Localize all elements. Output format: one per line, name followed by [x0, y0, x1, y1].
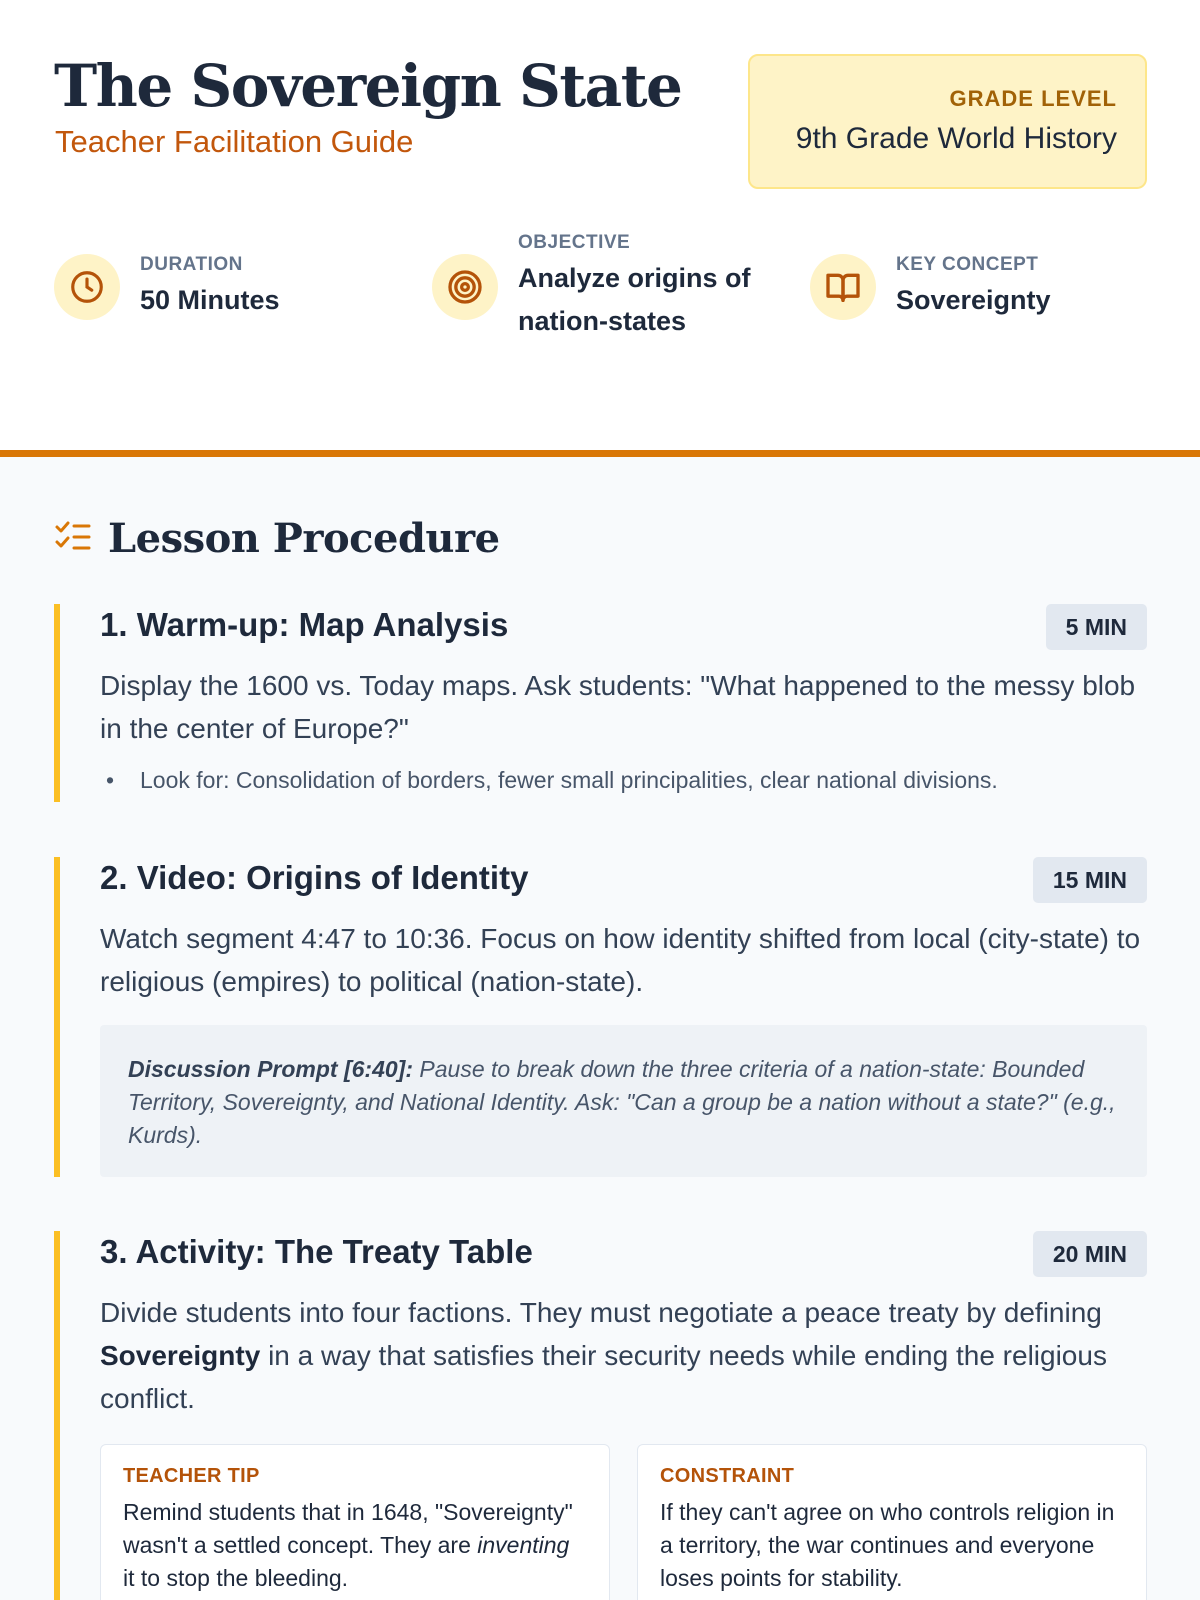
teacher-tip-card [100, 1444, 610, 1600]
constraint-text: If they can't agree on who controls religion in a territory, the war continues and everyone loses points for stability. [660, 1499, 1115, 1591]
target-icon [432, 254, 498, 320]
discussion-prompt-text: Pause to break down the three criteria of a nation-state: Bounded Territory, Sovereignty, and National Identity. Ask: "Can a group be a nation without a state?" (e.g., Kurds). [128, 1056, 1116, 1148]
grade-level-value: 9th Grade World History [795, 122, 1117, 155]
step-description: Display the 1600 vs. Today maps. Ask students: "What happened to the messy blob in the center of Europe?" [100, 670, 1136, 744]
grade-level-label: GRADE LEVEL [949, 86, 1117, 111]
objective-label: OBJECTIVE [518, 232, 631, 253]
page-subtitle: Teacher Facilitation Guide [55, 124, 414, 159]
lesson-procedure-section [0, 457, 1200, 1600]
description-text: Divide students into four factions. They must negotiate a peace treaty by defining [100, 1297, 1102, 1328]
constraint-card [637, 1444, 1147, 1600]
step-1 [54, 604, 1147, 802]
key-concept-label: KEY CONCEPT [896, 254, 1039, 275]
discussion-prompt [100, 1025, 1147, 1177]
header-divider [0, 450, 1200, 457]
book-icon [810, 254, 876, 320]
objective-value: Analyze origins of nation-states [518, 263, 751, 336]
description-keyword: Sovereignty [100, 1340, 261, 1371]
checklist-icon [54, 520, 92, 554]
header [0, 0, 1200, 450]
section-title: Lesson Procedure [108, 515, 500, 562]
step-title: 2. Video: Origins of Identity [100, 859, 529, 896]
step-title: 3. Activity: The Treaty Table [100, 1233, 533, 1270]
time-badge: 15 MIN [1033, 857, 1147, 903]
duration-value: 50 Minutes [140, 285, 280, 315]
teacher-tip-text: Remind students that in 1648, "Sovereignty" wasn't a settled concept. They are inventing it to stop the bleeding. [123, 1499, 573, 1591]
time-badge: 20 MIN [1033, 1231, 1147, 1277]
step-3 [54, 1231, 1147, 1600]
step-description: Watch segment 4:47 to 10:36. Focus on how identity shifted from local (city-state) to religious (empires) to political (nation-state). [100, 923, 1141, 997]
clock-icon [54, 254, 120, 320]
discussion-prompt-label: Discussion Prompt [6:40]: [128, 1056, 413, 1082]
duration-label: DURATION [140, 254, 243, 275]
look-for-bullet: • Look for: Consolidation of borders, fewer small principalities, clear national divisions. [100, 767, 998, 794]
grade-level-card [748, 54, 1147, 189]
constraint-label: CONSTRAINT [660, 1465, 795, 1487]
description-text: in a way that satisfies their security needs while ending the religious conflict. [100, 1340, 1107, 1414]
teacher-tip-label: TEACHER TIP [123, 1465, 260, 1487]
step-description [100, 1291, 1147, 1420]
key-concept-value: Sovereignty [896, 285, 1051, 315]
step-2 [54, 857, 1147, 1177]
step-title: 1. Warm-up: Map Analysis [100, 606, 509, 643]
page-title: The Sovereign State [54, 52, 682, 120]
time-badge: 5 MIN [1046, 604, 1147, 650]
